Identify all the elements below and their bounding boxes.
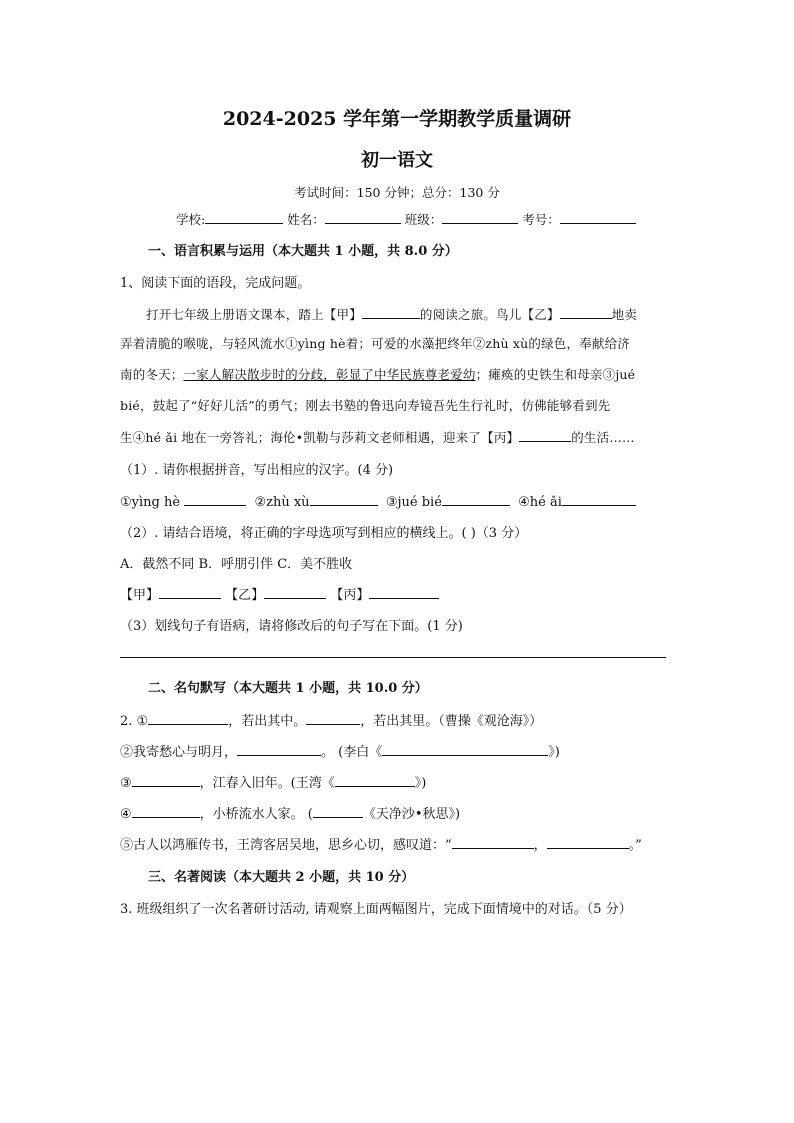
blank-yi[interactable] <box>560 304 612 319</box>
bing-answer[interactable] <box>369 584 439 599</box>
answer-blank-1[interactable] <box>184 491 246 506</box>
poem-blank-2b[interactable] <box>382 741 548 756</box>
poem-blank-3a[interactable] <box>132 772 200 787</box>
class-label: 班级： <box>404 212 443 227</box>
passage-line-4: bié，鼓起了“好好儿活”的勇气；刚去书塾的鲁迅向寿镜吾先生行礼时，仿佛能够看到先 <box>120 398 611 413</box>
poem-blank-5a[interactable] <box>452 834 534 849</box>
answer-line[interactable] <box>120 657 666 658</box>
blank-jia[interactable] <box>362 304 420 319</box>
passage-line-2: 弄着清脆的喉咙，与轻风流水①yìng hè着；可爱的水藻把终年②zhù xù的绿色，奉献给济 <box>120 336 630 351</box>
blank-bing[interactable] <box>519 427 571 442</box>
poem-blank-4b[interactable] <box>313 803 363 818</box>
poem-blank-2a[interactable] <box>237 741 321 756</box>
section1-heading: 一、语言积累与运用（本大题共 1 小题，共 8.0 分） <box>148 244 458 259</box>
q1-stem: 1、阅读下面的语段，完成问题。 <box>120 276 311 291</box>
poem-blank-3b[interactable] <box>335 772 415 787</box>
poem-blank-5b[interactable] <box>547 834 629 849</box>
name-blank[interactable] <box>325 209 401 224</box>
sub-question-1: （1）. 请你根据拼音，写出相应的汉字。(4 分) <box>120 463 394 478</box>
poem-line-2: ②我寄愁心与明月， 。 (李白《 》) <box>120 741 560 760</box>
bracket-answers: 【甲】 【乙】 【丙】 <box>120 584 439 603</box>
passage-line-5: 生④hé ǎi 地在一旁答礼；海伦•凯勒与莎莉文老师相遇，迎来了【丙】 的生活…… <box>120 427 635 446</box>
poem-line-3: ③ ，江春入旧年。(王湾《 》) <box>120 772 426 791</box>
poem-line-4: ④ ，小桥流水人家。 ( 《天净沙•秋思》) <box>120 803 460 822</box>
school-label: 学校: <box>176 212 206 227</box>
q3-stem: 3. 班级组织了一次名著研讨活动, 请观察上面两幅图片，完成下面情境中的对话。（5 分） <box>120 902 632 917</box>
exam-info: 考试时间：150 分钟；总分：130 分 <box>294 185 500 200</box>
poem-line-5: ⑤古人以鸿雁传书，王湾客居吴地，思乡心切，感叹道：“ ， 。” <box>120 834 642 853</box>
poem-blank-4a[interactable] <box>132 803 200 818</box>
exam-no-label: 考号： <box>522 212 560 227</box>
answer-blank-2[interactable] <box>310 491 378 506</box>
sub-question-2: （2）. 请结合语境，将正确的字母选项写到相应的横线上。( )（3 分） <box>120 526 528 541</box>
school-blank[interactable] <box>205 209 283 224</box>
section2-heading: 二、名句默写（本大题共 1 小题，共 10.0 分） <box>148 681 428 696</box>
poem-line-1: 2. ① ，若出其中。 ，若出其里。（曹操《观沧海》） <box>120 710 542 729</box>
jia-answer[interactable] <box>159 584 221 599</box>
answer-blank-3[interactable] <box>442 491 510 506</box>
exam-title: 2024-2025 学年第一学期教学质量调研 <box>222 108 572 130</box>
poem-blank-1b[interactable] <box>306 710 360 725</box>
answer-blank-4[interactable] <box>562 491 636 506</box>
passage-line-3: 南的冬天；一家人解决散步时的分歧，彰显了中华民族尊老爱幼；瘫痪的史铁生和母亲③jué <box>120 367 636 382</box>
section3-heading: 三、名著阅读（本大题共 2 小题，共 10 分） <box>148 870 415 885</box>
pinyin-answers: ①yìng hè ②zhù xù ③jué bié ④hé ǎi <box>120 491 636 510</box>
yi-answer[interactable] <box>264 584 326 599</box>
exam-no-blank[interactable] <box>560 209 636 224</box>
class-blank[interactable] <box>442 209 518 224</box>
answer-options: A．截然不同 B．呼朋引伴 C．美不胜收 <box>120 557 353 572</box>
passage-line-1: 打开七年级上册语文课本，踏上【甲】 的阅读之旅。鸟儿【乙】 地卖 <box>146 304 637 323</box>
poem-blank-1a[interactable] <box>148 710 228 725</box>
student-info-fields <box>176 209 636 228</box>
exam-subject: 初一语文 <box>361 150 433 171</box>
sub-question-3: （3）划线句子有语病，请将修改后的句子写在下面。(1 分) <box>120 619 463 634</box>
underlined-sentence: 一家人解决散步时的分歧，彰显了中华民族尊老爱幼 <box>183 367 476 382</box>
name-label: 姓名： <box>287 212 325 227</box>
